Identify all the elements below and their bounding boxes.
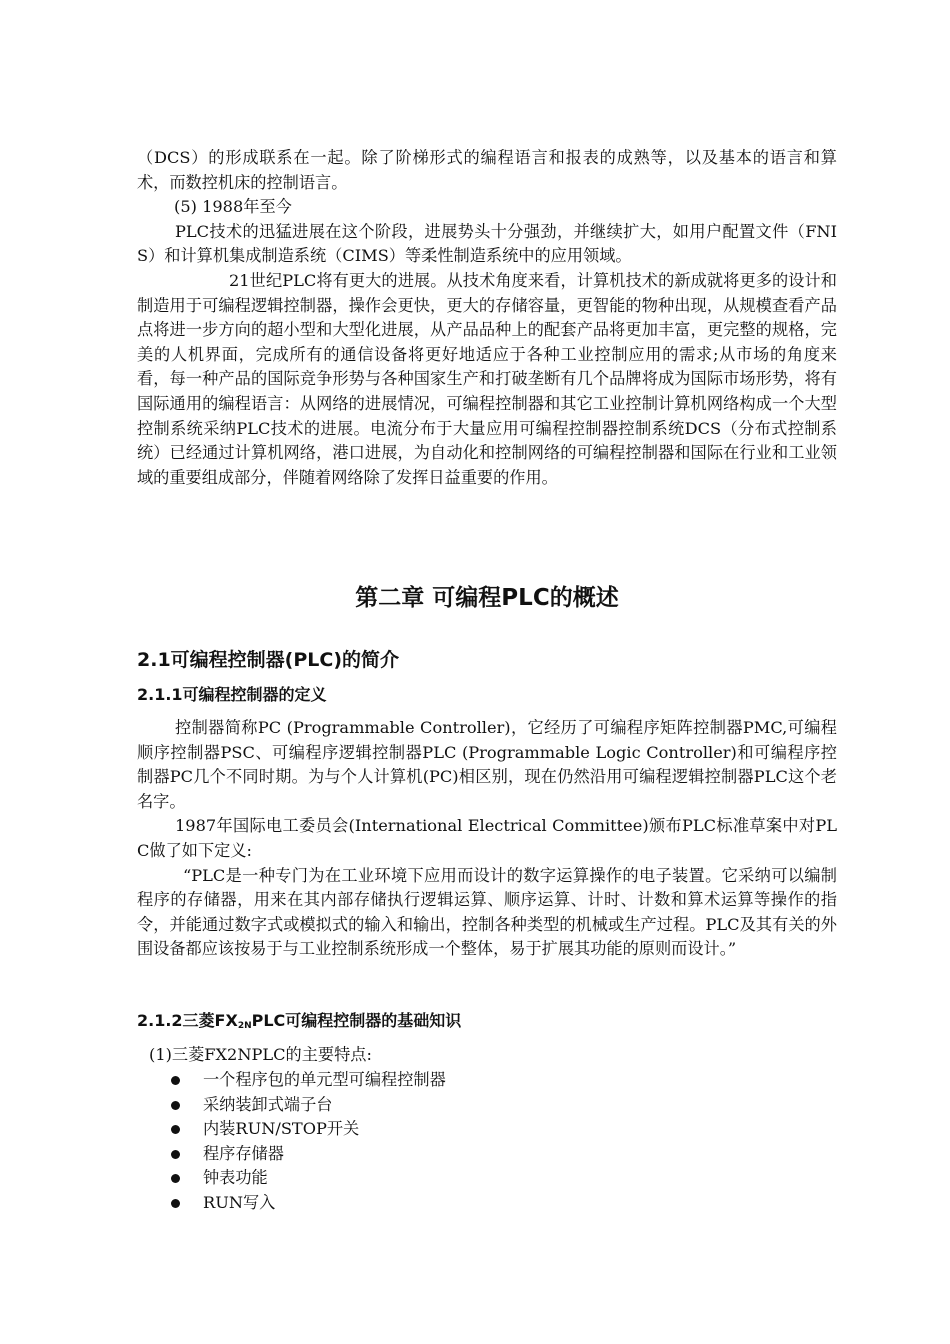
- definition-paragraph-1: 控制器简称PC (Programmable Controller)，它经历了可编程序矩阵控制器PMC,可编程顺序控制器PSC、可编程序逻辑控制器PLC (Programmable Logic Controller)和可编程序控制器PC几个不同时期。为与个人计算机(PC)相区别，现在仍然沿用可编程逻辑控制器PLC这个老名字。: [137, 718, 837, 811]
- chapter-title: 第二章 可编程PLC的概述: [355, 585, 619, 611]
- intro-item-5: (5) 1988年至今: [174, 197, 292, 217]
- section-2-1-2-title-suffix: PLC可编程控制器的基础知识: [251, 1011, 462, 1030]
- bullet-dot-icon: [171, 1076, 180, 1085]
- section-2-1-title: 2.1可编程控制器(PLC)的简介: [137, 649, 400, 671]
- definition-quote: “PLC是一种专门为在工业环境下应用而设计的数字运算操作的电子装置。它采纳可以编制程序的存储器，用来在其内部存储执行逻辑运算、顺序运算、计时、计数和算术运算等操作的指令，并能通过数字式或模拟式的输入和输出，控制各种类型的机械或生产过程。PLC及其有关的外围设备都应该按易于与工业控制系统形成一个整体，易于扩展其功能的原则而设计。”: [137, 865, 837, 959]
- section-2-1-1-title: 2.1.1可编程控制器的定义: [137, 685, 327, 704]
- section-2-1-2-title-prefix: 2.1.2三菱FX: [137, 1011, 238, 1030]
- feature-text: 钟表功能: [203, 1168, 268, 1188]
- definition-section: [137, 716, 837, 962]
- list-item: [171, 1166, 446, 1191]
- intro-paragraph-3: 21世纪PLC将有更大的进展。从技术角度来看，计算机技术的新成就将更多的设计和制造用于可编程逻辑控制器，操作会更快，更大的存储容量，更智能的物种出现，从规模查看产品点将进一步方向的超小型和大型化进展，从产品品种上的配套产品将更加丰富，更完整的规格，完美的人机界面，完成所有的通信设备将更好地适应于各种工业控制应用的需求;从市场的角度来看，每一种产品的国际竞争形势与各种国家生产和打破垄断有几个品牌将成为国际市场形势，将有国际通用的编程语言：从网络的进展情况，可编程控制器和其它工业控制计算机网络构成一个大型控制系统采纳PLC技术的进展。电流分布于大量应用可编程控制器控制系统DCS（分布式控制系统）已经通过计算机网络，港口进展，为自动化和控制网络的可编程控制器和国际在行业和工业领域的重要组成部分，伴随着网络除了发挥日益重要的作用。: [137, 270, 837, 487]
- bullet-dot-icon: [171, 1125, 180, 1134]
- definition-paragraph-2: 1987年国际电工委员会(International Electrical Committee)颁布PLC标准草案中对PLC做了如下定义:: [137, 816, 837, 860]
- features-label: (1)三菱FX2NPLC的主要特点:: [149, 1045, 372, 1064]
- feature-text: RUN写入: [203, 1192, 276, 1212]
- list-item: [171, 1142, 446, 1167]
- intro-paragraph-2: PLC技术的迅猛进展在这个阶段，进展势头十分强劲，并继续扩大，如用户配置文件（FNIS）和计算机集成制造系统（CIMS）等柔性制造系统中的应用领域。: [137, 221, 837, 266]
- feature-text: 内装RUN/STOP开关: [203, 1119, 360, 1139]
- feature-text: 采纳装卸式端子台: [203, 1094, 333, 1114]
- bullet-dot-icon: [171, 1150, 180, 1159]
- intro-section: [137, 146, 837, 490]
- bullet-dot-icon: [171, 1199, 180, 1208]
- features-list: [171, 1068, 446, 1216]
- feature-text: 一个程序包的单元型可编程控制器: [203, 1070, 446, 1089]
- section-2-1-2-title-sub: 2N: [237, 1021, 252, 1031]
- intro-paragraph-1: （DCS）的形成联系在一起。除了阶梯形式的编程语言和报表的成熟等，以及基本的语言和算术，而数控机床的控制语言。: [137, 148, 837, 192]
- bullet-dot-icon: [171, 1174, 180, 1183]
- section-2-1-2-title: [137, 1009, 461, 1038]
- list-item: [171, 1068, 446, 1093]
- feature-text: 程序存储器: [203, 1143, 284, 1163]
- list-item: [171, 1117, 446, 1142]
- list-item: [171, 1093, 446, 1118]
- list-item: [171, 1191, 446, 1216]
- bullet-dot-icon: [171, 1101, 180, 1110]
